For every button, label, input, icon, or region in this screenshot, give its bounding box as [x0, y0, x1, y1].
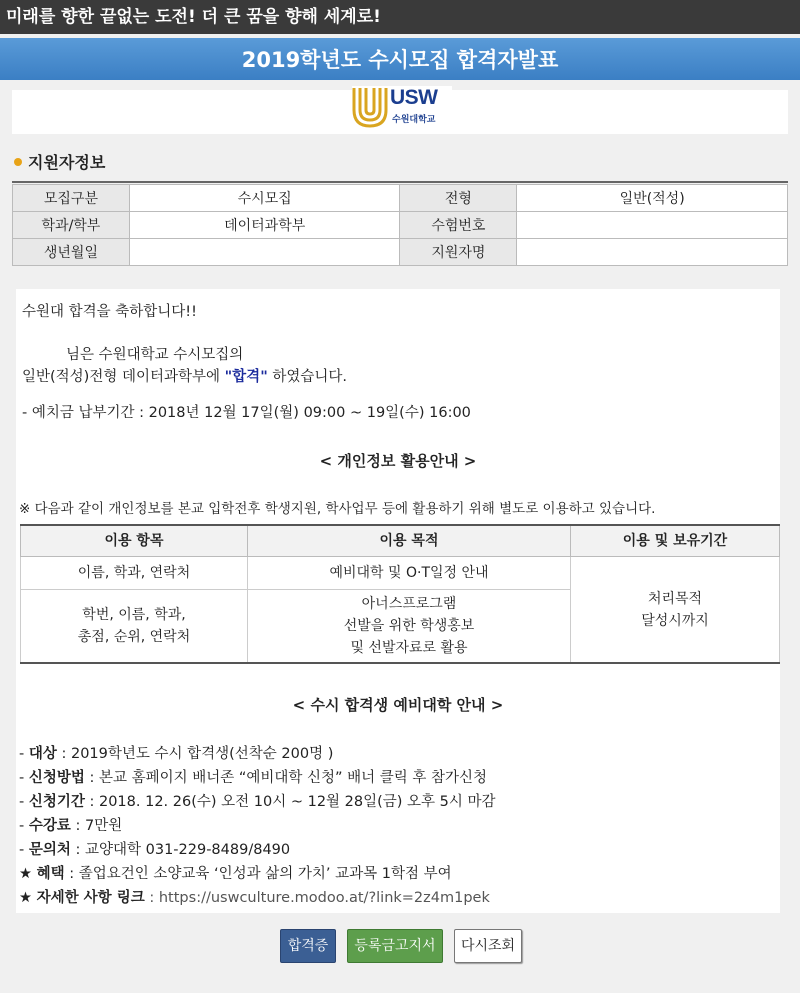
table-row — [13, 212, 788, 239]
label-department: 학과/학부 — [13, 212, 130, 239]
privacy-table — [20, 524, 780, 664]
bullet-icon — [14, 158, 22, 166]
university-logo — [352, 86, 452, 128]
label-exam-number: 수험번호 — [400, 212, 517, 239]
label-admission-type: 전형 — [400, 185, 517, 212]
applicant-info-table — [12, 184, 788, 266]
action-buttons — [0, 929, 800, 963]
prep-item-fee: - 수강료 : 7만원 — [19, 818, 123, 834]
result-line-2: 일반(적성)전형 데이터과학부에 "합격" 하였습니다. — [22, 369, 348, 385]
prep-item-link[interactable]: ★ 자세한 사항 링크 : https://uswculture.modoo.at/?link=2z4m1pek — [19, 890, 490, 906]
table-row — [21, 557, 780, 590]
table-row — [13, 185, 788, 212]
prep-item-period: - 신청기간 : 2018. 12. 26(수) 오전 10시 ~ 12월 28일(금) 오후 5시 마감 — [19, 794, 496, 810]
congrats-text: 수원대 합격을 축하합니다!! — [22, 304, 197, 320]
col-header-purpose: 이용 목적 — [248, 525, 571, 557]
value-admission-type: 일반(적성) — [517, 185, 788, 212]
table-row — [13, 239, 788, 266]
page-title: 2019학년도 수시모집 합격자발표 — [0, 38, 800, 80]
divider — [12, 181, 788, 183]
result-panel — [16, 289, 780, 913]
value-birthdate — [129, 239, 400, 266]
privacy-note: ※ 다음과 같이 개인정보를 본교 입학전후 학생지원, 학사업무 등에 활용하기 위해 별도로 이용하고 있습니다. — [19, 501, 656, 517]
logo-subtitle: 수원대학교 — [392, 115, 436, 125]
prep-heading: < 수시 합격생 예비대학 안내 > — [292, 696, 504, 714]
label-birthdate: 생년월일 — [13, 239, 130, 266]
result-line-1: 님은 수원대학교 수시모집의 — [66, 347, 244, 363]
retention-period: 처리목적 달성시까지 — [571, 557, 780, 664]
deposit-period: - 예치금 납부기간 : 2018년 12월 17일(월) 09:00 ~ 19일(수) 16:00 — [22, 405, 471, 421]
applicant-section-title: 지원자정보 — [14, 150, 105, 173]
prep-item-target: - 대상 : 2019학년도 수시 합격생(선착순 200명 ) — [19, 746, 334, 762]
col-header-period: 이용 및 보유기간 — [571, 525, 780, 557]
prep-item-contact: - 문의처 : 교양대학 031-229-8489/8490 — [19, 842, 291, 858]
value-department: 데이터과학부 — [129, 212, 400, 239]
pass-highlight: "합격" — [224, 369, 268, 385]
row2-purpose: 아너스프로그램 선발을 위한 학생홍보 및 선발자료로 활용 — [248, 590, 571, 664]
row2-item: 학번, 이름, 학과, 총점, 순위, 연락처 — [21, 590, 248, 664]
value-exam-number — [517, 212, 788, 239]
row1-purpose: 예비대학 및 O·T일정 안내 — [248, 557, 571, 590]
prep-item-benefit: ★ 혜택 : 졸업요건인 소양교육 ‘인성과 삶의 가치’ 교과목 1학점 부여 — [19, 866, 452, 882]
detail-link[interactable]: : https://uswculture.modoo.at/?link=2z4m1pek — [144, 890, 490, 906]
label-recruit-type: 모집구분 — [13, 185, 130, 212]
tuition-notice-button[interactable]: 등록금고지서 — [347, 929, 443, 963]
table-header-row — [21, 525, 780, 557]
logo-brand: USW — [390, 86, 438, 109]
col-header-item: 이용 항목 — [21, 525, 248, 557]
prep-item-method: - 신청방법 : 본교 홈페이지 배너존 “예비대학 신청” 배너 클릭 후 참가신청 — [19, 770, 488, 786]
usw-emblem-icon — [352, 86, 388, 128]
privacy-heading: < 개인정보 활용안내 > — [319, 452, 477, 470]
label-applicant-name: 지원자명 — [400, 239, 517, 266]
pass-certificate-button[interactable]: 합격증 — [280, 929, 336, 963]
value-recruit-type: 수시모집 — [129, 185, 400, 212]
row1-item: 이름, 학과, 연락처 — [21, 557, 248, 590]
value-applicant-name — [517, 239, 788, 266]
slogan-bar: 미래를 향한 끝없는 도전! 더 큰 꿈을 향해 세계로! — [0, 0, 800, 34]
retry-lookup-button[interactable]: 다시조회 — [454, 929, 522, 963]
